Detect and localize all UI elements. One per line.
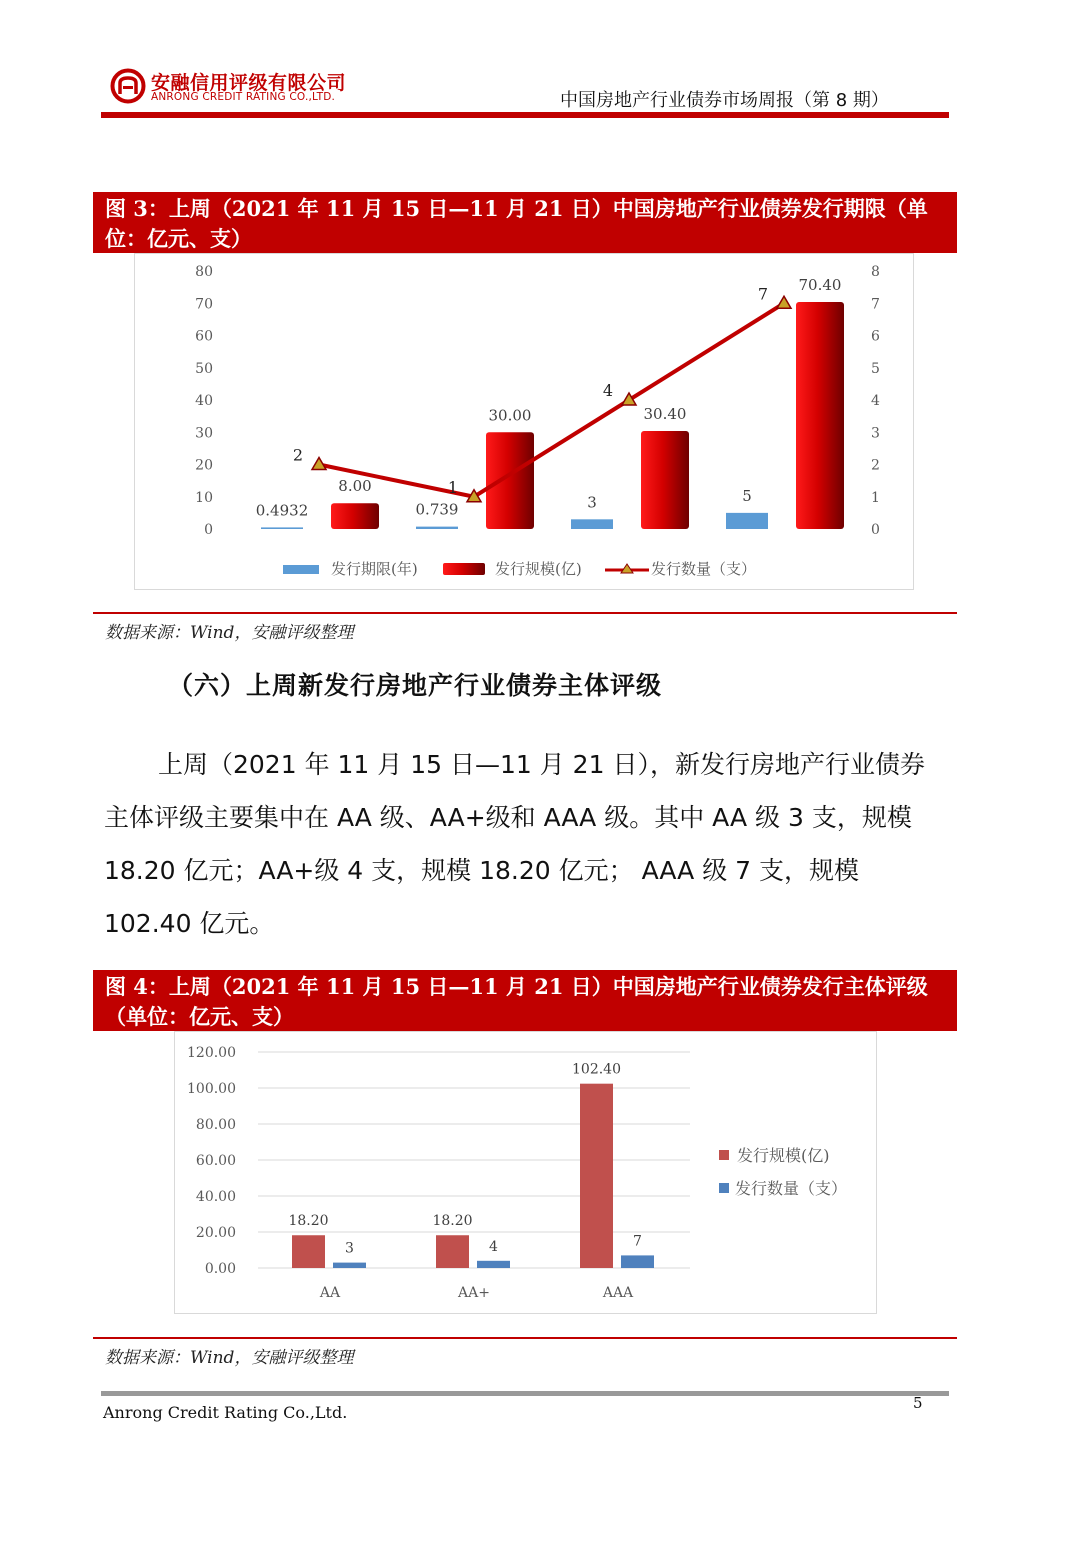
legend-issuance-swatch — [719, 1150, 729, 1160]
header-rule — [101, 112, 949, 118]
issuance-bar — [331, 503, 379, 529]
issuance-bar — [436, 1235, 469, 1268]
figure3-source-rule — [93, 612, 957, 614]
x-category-label: AA — [319, 1285, 341, 1301]
legend-issuance-label: 发行规模(亿) — [737, 1146, 830, 1165]
company-name-en: ANRONG CREDIT RATING CO.,LTD. — [151, 91, 336, 103]
y-right-tick-label: 2 — [871, 457, 880, 474]
tenor-bar — [726, 513, 768, 529]
y-left-tick-label: 20 — [195, 457, 213, 474]
y-right-tick-label: 4 — [871, 393, 880, 409]
tenor-bar — [261, 527, 303, 529]
issuance-data-label: 30.40 — [643, 404, 687, 423]
tenor-data-label: 0.4932 — [255, 501, 309, 520]
y-left-tick-label: 80 — [195, 264, 213, 280]
issuance-data-label: 102.40 — [572, 1061, 621, 1078]
report-title: 中国房地产行业债券市场周报（第 8 期） — [560, 90, 889, 111]
section-heading: （六）上周新发行房地产行业债券主体评级 — [168, 671, 663, 700]
y-left-tick-label: 60 — [195, 328, 213, 345]
y-left-tick-label: 30 — [195, 425, 213, 442]
page-number: 5 — [913, 1394, 923, 1412]
y-right-tick-label: 7 — [871, 296, 880, 313]
y-left-tick-label: 10 — [195, 489, 213, 506]
issuance-data-label: 18.20 — [432, 1213, 473, 1230]
figure3-source: 数据来源：Wind，安融评级整理 — [105, 623, 354, 643]
count-bar — [621, 1255, 654, 1268]
count-data-label: 7 — [633, 1233, 642, 1250]
y-right-tick-label: 5 — [871, 360, 880, 377]
y-tick-label: 120.00 — [187, 1045, 236, 1061]
y-right-tick-label: 0 — [871, 522, 880, 538]
figure3-chart-frame — [134, 253, 914, 590]
tenor-data-label: 5 — [742, 486, 752, 505]
y-tick-label: 20.00 — [195, 1225, 236, 1241]
x-category-label: AA+ — [458, 1285, 490, 1301]
legend-issuance-swatch — [443, 563, 485, 575]
legend-issuance-label: 发行规模(亿) — [495, 560, 582, 578]
figure3-chart — [135, 254, 913, 589]
legend-count-label: 发行数量（支） — [651, 560, 757, 578]
x-category-label: AAA — [602, 1285, 634, 1301]
issuance-bar — [486, 432, 534, 529]
y-left-tick-label: 50 — [195, 360, 213, 377]
figure4-source-rule — [93, 1337, 957, 1339]
legend-count-label: 发行数量（支） — [735, 1179, 848, 1198]
issuance-bar — [292, 1235, 325, 1268]
count-data-label: 2 — [292, 445, 303, 465]
y-right-tick-label: 8 — [871, 264, 880, 280]
y-left-tick-label: 40 — [195, 393, 213, 409]
y-left-tick-label: 0 — [204, 522, 213, 538]
count-data-label: 4 — [489, 1238, 498, 1255]
count-bar — [477, 1261, 510, 1268]
issuance-data-label: 8.00 — [338, 477, 372, 496]
legend-tenor-label: 发行期限(年) — [331, 560, 418, 578]
y-tick-label: 40.00 — [195, 1189, 236, 1205]
tenor-data-label: 0.739 — [415, 500, 459, 519]
company-name-cn: 安融信用评级有限公司 — [151, 72, 347, 94]
figure4-chart-frame — [174, 1031, 877, 1314]
figure4-source: 数据来源：Wind，安融评级整理 — [105, 1348, 354, 1368]
tenor-bar — [571, 519, 613, 529]
section-paragraph: 上周（2021 年 11 月 15 日—11 月 21 日），新发行房地产行业债券主体评级主要集中在 AA 级、AA+级和 AAA 级。其中 AA 级 3 支，规模 18.20 亿元；AA+级 4 支，规模 18.20 亿元； AAA 级 7 支，规模 102.40 亿元。 — [104, 750, 925, 938]
count-data-label: 4 — [602, 381, 613, 400]
issuance-data-label: 18.20 — [288, 1213, 329, 1230]
tenor-data-label: 3 — [587, 493, 597, 512]
y-tick-label: 80.00 — [195, 1117, 236, 1133]
y-left-tick-label: 70 — [195, 296, 213, 313]
count-data-label: 3 — [345, 1240, 354, 1257]
y-right-tick-label: 1 — [871, 489, 880, 506]
figure4-chart — [175, 1032, 876, 1313]
y-right-tick-label: 3 — [871, 425, 880, 442]
issuance-data-label: 30.00 — [488, 406, 532, 425]
count-series-line — [319, 303, 784, 497]
anrong-logo-icon — [110, 68, 146, 104]
legend-count-swatch — [719, 1183, 729, 1193]
issuance-data-label: 70.40 — [798, 275, 842, 294]
y-right-tick-label: 6 — [871, 328, 880, 345]
figure3-caption: 图 3：上周（2021 年 11 月 15 日—11 月 21 日）中国房地产行业债券发行期限（单位：亿元、支） — [93, 192, 957, 253]
figure4-caption: 图 4：上周（2021 年 11 月 15 日—11 月 21 日）中国房地产行业债券发行主体评级（单位：亿元、支） — [93, 970, 957, 1031]
y-tick-label: 60.00 — [195, 1153, 236, 1169]
count-marker — [777, 296, 791, 308]
legend-tenor-swatch — [283, 565, 319, 574]
count-data-label: 1 — [447, 477, 458, 497]
tenor-bar — [416, 527, 458, 529]
y-tick-label: 100.00 — [187, 1081, 236, 1097]
issuance-bar — [580, 1084, 613, 1268]
issuance-bar — [641, 431, 689, 529]
count-data-label: 7 — [757, 284, 768, 304]
issuance-bar — [796, 302, 844, 529]
footer-rule — [101, 1391, 949, 1396]
count-bar — [333, 1263, 366, 1268]
footer-company: Anrong Credit Rating Co.,Ltd. — [103, 1403, 348, 1422]
y-tick-label: 0.00 — [204, 1261, 236, 1277]
